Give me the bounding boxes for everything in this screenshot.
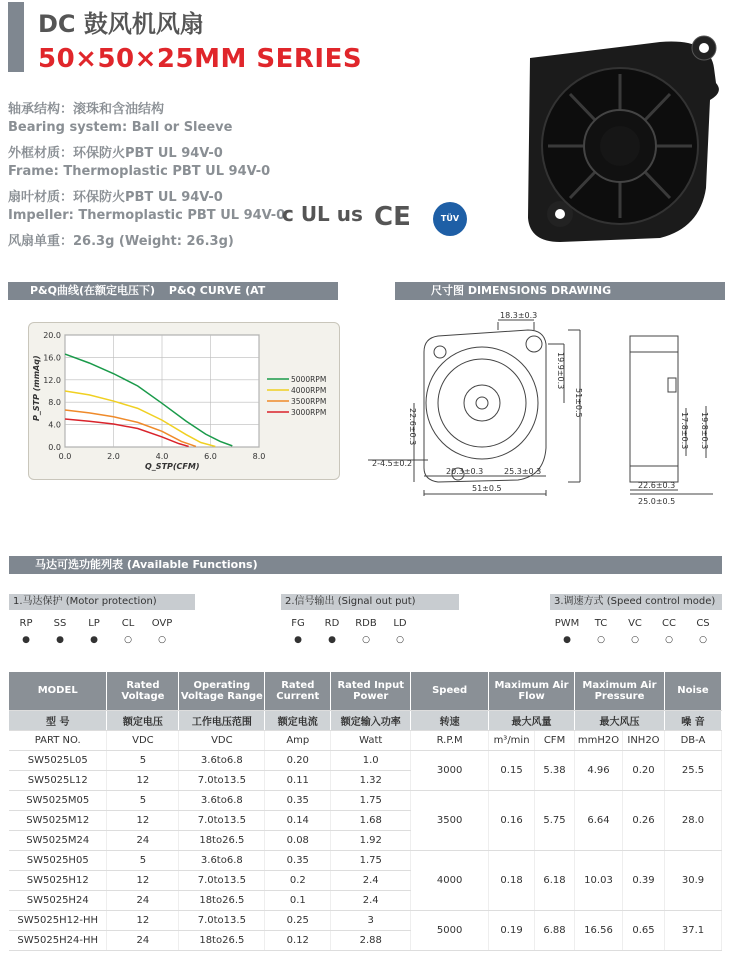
tuv-cert-logo: TÜV xyxy=(433,202,467,236)
column-header: Noise xyxy=(664,672,721,710)
y-tick-label: 16.0 xyxy=(43,353,61,363)
ce-cert-logo: CE xyxy=(374,202,411,232)
speed-control-availability-dot: ○ xyxy=(665,635,673,645)
functions-header: 马达可选功能列表 (Available Functions) xyxy=(9,556,722,574)
speed-control-code: TC xyxy=(594,618,608,629)
spec-frame-en: Frame: Thermoplastic PBT UL 94V-0 xyxy=(8,164,271,179)
voltage-cell: 12 xyxy=(107,810,179,830)
speed-control-availability-dot: ○ xyxy=(699,635,707,645)
unit-cell: Watt xyxy=(331,730,411,750)
signal-output-item-ld xyxy=(383,618,417,645)
speed-control-code: CC xyxy=(662,618,676,629)
dim-bottom-total: 51±0.5 xyxy=(472,484,502,493)
table-row xyxy=(9,910,722,930)
voltage-range-cell: 7.0to13.5 xyxy=(179,770,265,790)
dim-top-width: 18.3±0.3 xyxy=(500,311,538,320)
column-header: Maximum Air Flow xyxy=(489,672,575,710)
airflow-cfm-cell: 5.38 xyxy=(535,750,575,790)
signal-output-availability-dot: ● xyxy=(294,635,302,645)
airflow-cfm-cell: 5.75 xyxy=(535,790,575,850)
signal-output-item-rd xyxy=(315,618,349,645)
pressure-inh2o-cell: 0.65 xyxy=(622,910,664,950)
spec-impeller-en: Impeller: Thermoplastic PBT UL 94V-0 xyxy=(8,208,286,223)
pq-header-en: P&Q CURVE (AT RATEDVOLTAGE) xyxy=(18,284,266,315)
voltage-range-cell: 7.0to13.5 xyxy=(179,910,265,930)
model-cell: SW5025H24 xyxy=(9,890,107,910)
dimensions-header: 尺寸图 DIMENSIONS DRAWING xyxy=(395,282,725,300)
voltage-cell: 12 xyxy=(107,910,179,930)
motor-protection-item-ss xyxy=(43,618,77,645)
speed-control-availability-dot: ○ xyxy=(597,635,605,645)
dim-bottom-left: 20.3±0.3 xyxy=(446,467,484,476)
table-row xyxy=(9,850,722,870)
x-axis-label: Q_STP(CFM) xyxy=(145,462,200,471)
power-cell: 2.4 xyxy=(331,890,411,910)
airflow-m3-cell: 0.19 xyxy=(489,910,535,950)
voltage-range-cell: 3.6to6.8 xyxy=(179,850,265,870)
power-cell: 2.88 xyxy=(331,930,411,950)
motor-protection-code: OVP xyxy=(151,618,173,629)
spec-frame-cn: 外框材质：环保防火PBT UL 94V-0 xyxy=(8,146,223,161)
pq-chart-panel xyxy=(28,322,340,480)
current-cell: 0.20 xyxy=(265,750,331,770)
column-header: Maximum Air Pressure xyxy=(575,672,665,710)
current-cell: 0.2 xyxy=(265,870,331,890)
x-tick-label: 4.0 xyxy=(155,452,169,461)
model-cell: SW5025L05 xyxy=(9,750,107,770)
speed-control-code: VC xyxy=(628,618,642,629)
speed-control-item-vc xyxy=(618,618,652,645)
airflow-cfm-cell: 6.88 xyxy=(535,910,575,950)
x-tick-label: 2.0 xyxy=(107,452,120,461)
table-units-row xyxy=(9,730,722,750)
unit-cell: INH2O xyxy=(622,730,664,750)
power-cell: 1.0 xyxy=(331,750,411,770)
legend-entry: 3500RPM xyxy=(291,397,327,406)
power-cell: 1.75 xyxy=(331,790,411,810)
pressure-inh2o-cell: 0.26 xyxy=(622,790,664,850)
speed-control-code: PWM xyxy=(554,618,580,629)
signal-output-code: RDB xyxy=(355,618,377,629)
column-header-cn: 最大风压 xyxy=(575,710,665,730)
dim-left-height: 22.6±0.3 xyxy=(408,408,417,446)
column-header-cn: 噪 音 xyxy=(664,710,721,730)
x-tick-label: 8.0 xyxy=(252,452,266,461)
fan-product-image xyxy=(510,28,722,250)
speed-cell: 3500 xyxy=(411,790,489,850)
pressure-mmh2o-cell: 16.56 xyxy=(575,910,623,950)
column-header: Rated Input Power xyxy=(331,672,411,710)
power-cell: 2.4 xyxy=(331,870,411,890)
pressure-mmh2o-cell: 6.64 xyxy=(575,790,623,850)
model-cell: SW5025L12 xyxy=(9,770,107,790)
power-cell: 3 xyxy=(331,910,411,930)
pressure-inh2o-cell: 0.39 xyxy=(622,850,664,910)
motor-protection-code: LP xyxy=(88,618,100,629)
unit-cell: Amp xyxy=(265,730,331,750)
model-cell: SW5025M24 xyxy=(9,830,107,850)
airflow-m3-cell: 0.16 xyxy=(489,790,535,850)
pressure-mmh2o-cell: 4.96 xyxy=(575,750,623,790)
model-cell: SW5025M05 xyxy=(9,790,107,810)
signal-output-code: FG xyxy=(291,618,305,629)
speed-cell: 3000 xyxy=(411,750,489,790)
column-header: Rated Current xyxy=(265,672,331,710)
speed-cell: 4000 xyxy=(411,850,489,910)
table-row xyxy=(9,790,722,810)
airflow-m3-cell: 0.15 xyxy=(489,750,535,790)
voltage-range-cell: 3.6to6.8 xyxy=(179,750,265,770)
speed-control-availability-dot: ○ xyxy=(631,635,639,645)
voltage-cell: 12 xyxy=(107,870,179,890)
title-accent-bar xyxy=(8,2,24,72)
spec-table xyxy=(9,672,722,951)
voltage-range-cell: 3.6to6.8 xyxy=(179,790,265,810)
voltage-cell: 24 xyxy=(107,930,179,950)
table-row xyxy=(9,750,722,770)
noise-cell: 37.1 xyxy=(664,910,721,950)
unit-cell: VDC xyxy=(179,730,265,750)
ul-cert-logo: c UL us xyxy=(282,202,363,226)
table-header-en xyxy=(9,672,722,710)
motor-protection-code: RP xyxy=(19,618,33,629)
voltage-range-cell: 7.0to13.5 xyxy=(179,870,265,890)
motor-protection-availability-dot: ● xyxy=(22,635,30,645)
y-tick-label: 4.0 xyxy=(48,420,61,430)
motor-protection-availability-dot: ● xyxy=(56,635,64,645)
voltage-cell: 5 xyxy=(107,850,179,870)
voltage-cell: 12 xyxy=(107,770,179,790)
pq-header-cn: P&Q曲线(在额定电压下) xyxy=(30,284,156,297)
dim-side-height: 19.9±0.3 xyxy=(556,352,565,390)
unit-cell: VDC xyxy=(107,730,179,750)
airflow-cfm-cell: 6.18 xyxy=(535,850,575,910)
signal-output-label: 2.信号输出 (Signal out put) xyxy=(281,594,459,610)
table-header-cn xyxy=(9,710,722,730)
column-header-cn: 最大风量 xyxy=(489,710,575,730)
current-cell: 0.08 xyxy=(265,830,331,850)
model-cell: SW5025H12-HH xyxy=(9,910,107,930)
unit-cell: PART NO. xyxy=(9,730,107,750)
model-cell: SW5025H24-HH xyxy=(9,930,107,950)
y-axis-label: P_STP (mmAq) xyxy=(32,355,41,421)
power-cell: 1.32 xyxy=(331,770,411,790)
dim-side-h1: 17.8±0.3 xyxy=(680,412,689,450)
dim-overall-height: 51±0.5 xyxy=(574,388,583,418)
y-tick-label: 12.0 xyxy=(43,375,61,385)
unit-cell: R.P.M xyxy=(411,730,489,750)
unit-cell: mmH2O xyxy=(575,730,623,750)
current-cell: 0.35 xyxy=(265,850,331,870)
current-cell: 0.35 xyxy=(265,790,331,810)
motor-protection-availability-dot: ● xyxy=(90,635,98,645)
speed-control-item-tc xyxy=(584,618,618,645)
voltage-range-cell: 18to26.5 xyxy=(179,890,265,910)
pq-chart xyxy=(29,323,341,481)
column-header-cn: 转速 xyxy=(411,710,489,730)
page-subtitle: 50×50×25MM SERIES xyxy=(38,44,363,74)
speed-control-code: CS xyxy=(696,618,710,629)
signal-output-code: RD xyxy=(324,618,340,629)
column-header-cn: 额定电压 xyxy=(107,710,179,730)
motor-protection-item-cl xyxy=(111,618,145,645)
motor-protection-code: SS xyxy=(53,618,67,629)
model-cell: SW5025H12 xyxy=(9,870,107,890)
current-cell: 0.12 xyxy=(265,930,331,950)
voltage-cell: 5 xyxy=(107,790,179,810)
unit-cell: DB-A xyxy=(664,730,721,750)
voltage-range-cell: 7.0to13.5 xyxy=(179,810,265,830)
pressure-mmh2o-cell: 10.03 xyxy=(575,850,623,910)
unit-cell: CFM xyxy=(535,730,575,750)
speed-control-item-pwm xyxy=(550,618,584,645)
column-header: Speed xyxy=(411,672,489,710)
current-cell: 0.25 xyxy=(265,910,331,930)
current-cell: 0.14 xyxy=(265,810,331,830)
voltage-cell: 5 xyxy=(107,750,179,770)
motor-protection-availability-dot: ○ xyxy=(158,635,166,645)
airflow-m3-cell: 0.18 xyxy=(489,850,535,910)
speed-control-item-cs xyxy=(686,618,720,645)
current-cell: 0.1 xyxy=(265,890,331,910)
x-tick-label: 0.0 xyxy=(58,452,72,461)
column-header: Rated Voltage xyxy=(107,672,179,710)
legend-entry: 3000RPM xyxy=(291,408,327,417)
legend-entry: 5000RPM xyxy=(291,375,327,384)
voltage-cell: 24 xyxy=(107,830,179,850)
column-header-cn: 额定电流 xyxy=(265,710,331,730)
power-cell: 1.68 xyxy=(331,810,411,830)
signal-output-code: LD xyxy=(393,618,407,629)
spec-impeller-cn: 扇叶材质：环保防火PBT UL 94V-0 xyxy=(8,190,223,205)
signal-output-availability-dot: ○ xyxy=(396,635,404,645)
spec-weight: 风扇单重：26.3g (Weight: 26.3g) xyxy=(8,234,234,249)
dim-side-h2: 19.8±0.3 xyxy=(700,412,709,450)
signal-output-availability-dot: ● xyxy=(328,635,336,645)
legend-entry: 4000RPM xyxy=(291,386,327,395)
power-cell: 1.92 xyxy=(331,830,411,850)
speed-control-group xyxy=(550,594,722,645)
voltage-range-cell: 18to26.5 xyxy=(179,830,265,850)
voltage-range-cell: 18to26.5 xyxy=(179,930,265,950)
motor-protection-items xyxy=(9,618,195,645)
y-tick-label: 20.0 xyxy=(43,331,61,340)
model-cell: SW5025H05 xyxy=(9,850,107,870)
column-header: Operating Voltage Range xyxy=(179,672,265,710)
dim-hole: 2-4.5±0.2 xyxy=(372,459,413,468)
motor-protection-item-rp xyxy=(9,618,43,645)
column-header: MODEL xyxy=(9,672,107,710)
column-header-cn: 型 号 xyxy=(9,710,107,730)
y-tick-label: 0.0 xyxy=(48,443,61,452)
dim-bottom-mid: 25.3±0.3 xyxy=(504,467,542,476)
motor-protection-group xyxy=(9,594,195,645)
noise-cell: 30.9 xyxy=(664,850,721,910)
dim-side-w2: 25.0±0.5 xyxy=(638,497,676,506)
voltage-cell: 24 xyxy=(107,890,179,910)
x-tick-label: 6.0 xyxy=(204,452,217,461)
signal-output-items xyxy=(281,618,459,645)
speed-control-label: 3.调速方式 (Speed control mode) xyxy=(550,594,722,610)
motor-protection-availability-dot: ○ xyxy=(124,635,132,645)
speed-control-items xyxy=(550,618,722,645)
signal-output-item-fg xyxy=(281,618,315,645)
signal-output-group xyxy=(281,594,459,645)
unit-cell: m³/min xyxy=(489,730,535,750)
spec-bearing-en: Bearing system: Ball or Sleeve xyxy=(8,120,233,135)
motor-protection-item-ovp xyxy=(145,618,179,645)
signal-output-item-rdb xyxy=(349,618,383,645)
speed-cell: 5000 xyxy=(411,910,489,950)
noise-cell: 28.0 xyxy=(664,790,721,850)
pq-curve-header xyxy=(8,282,338,315)
page-title: DC 鼓风机风扇 xyxy=(38,10,204,38)
motor-protection-item-lp xyxy=(77,618,111,645)
spec-bearing-cn: 轴承结构：滚珠和含油结构 xyxy=(8,102,165,117)
y-tick-label: 8.0 xyxy=(48,398,61,408)
column-header-cn: 额定输入功率 xyxy=(331,710,411,730)
motor-protection-label: 1.马达保护 (Motor protection) xyxy=(9,594,195,610)
power-cell: 1.75 xyxy=(331,850,411,870)
speed-control-item-cc xyxy=(652,618,686,645)
motor-protection-code: CL xyxy=(121,618,135,629)
speed-control-availability-dot: ● xyxy=(563,635,571,645)
dim-side-w1: 22.6±0.3 xyxy=(638,481,676,490)
column-header-cn: 工作电压范围 xyxy=(179,710,265,730)
model-cell: SW5025M12 xyxy=(9,810,107,830)
noise-cell: 25.5 xyxy=(664,750,721,790)
current-cell: 0.11 xyxy=(265,770,331,790)
pressure-inh2o-cell: 0.20 xyxy=(622,750,664,790)
signal-output-availability-dot: ○ xyxy=(362,635,370,645)
dimensions-drawing xyxy=(368,308,728,506)
